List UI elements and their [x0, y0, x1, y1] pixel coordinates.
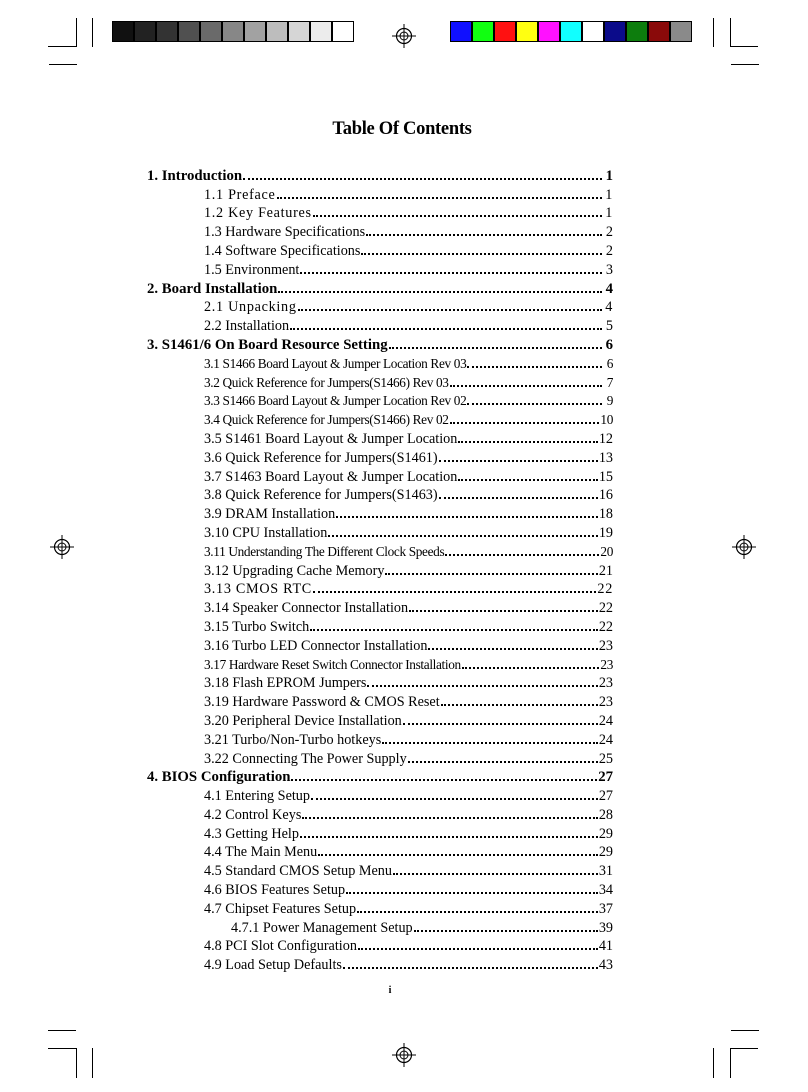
toc-entry[interactable] [147, 559, 613, 578]
toc-entry-page: 10 [600, 412, 613, 428]
toc-entry-page: 31 [598, 863, 613, 880]
dot-leader [366, 234, 602, 236]
toc-entry[interactable] [147, 672, 613, 691]
dot-leader [277, 197, 602, 199]
color-swatch [450, 21, 472, 42]
toc-entry-page: 24 [598, 731, 613, 748]
toc-entry[interactable] [147, 766, 613, 785]
dot-leader [328, 535, 597, 537]
dot-leader [393, 873, 598, 875]
toc-entry-label: 4.4 The Main Menu [204, 844, 318, 861]
toc-entry-label: 4.7 Chipset Features Setup [204, 900, 357, 917]
toc-entry-label: 3.14 Speaker Connector Installation [204, 600, 409, 617]
toc-entry-label: 3.16 Turbo LED Connector Installation [204, 637, 428, 654]
toc-entry[interactable] [147, 728, 613, 747]
toc-entry-label: 4.7.1 Power Management Setup [231, 919, 413, 936]
dot-leader [428, 648, 597, 650]
toc-entry[interactable] [147, 784, 613, 803]
toc-entry[interactable] [147, 333, 613, 352]
toc-entry-label: 3.9 DRAM Installation [204, 506, 336, 523]
toc-entry-label: 1.2 Key Features [204, 205, 312, 222]
grayscale-swatch [244, 21, 266, 42]
registration-mark-left [50, 535, 74, 559]
dot-leader [409, 610, 598, 612]
toc-entry[interactable] [147, 352, 613, 371]
toc-entry-page: 29 [598, 825, 613, 842]
toc-entry-label: 3.19 Hardware Password & CMOS Reset [204, 694, 440, 711]
color-swatch [626, 21, 648, 42]
toc-entry-label: 3.20 Peripheral Device Installation [204, 712, 402, 729]
toc-entry[interactable] [147, 484, 613, 503]
toc-entry-page: 15 [598, 468, 613, 485]
toc-entry-label: 1.5 Environment [204, 261, 300, 278]
color-swatch [516, 21, 538, 42]
toc-entry-label: 1. Introduction [147, 167, 243, 184]
toc-entry-label: 4. BIOS Configuration [147, 769, 291, 786]
grayscale-swatch [134, 21, 156, 42]
dot-leader [290, 328, 602, 330]
dot-leader [403, 723, 598, 725]
dot-leader [346, 892, 598, 894]
toc-entry[interactable] [147, 878, 613, 897]
color-swatch [648, 21, 670, 42]
color-swatch [582, 21, 604, 42]
page-number: i [388, 985, 392, 996]
toc-entry-page: 20 [600, 543, 613, 559]
toc-entry-label: 3.22 Connecting The Power Supply [204, 750, 407, 767]
toc-entry[interactable] [147, 578, 613, 597]
toc-entry-page: 29 [598, 844, 613, 861]
toc-entry-page: 5 [605, 318, 613, 335]
dot-leader [313, 215, 602, 217]
toc-entry[interactable] [147, 408, 613, 427]
registration-mark-top [392, 24, 416, 48]
toc-entry[interactable] [147, 897, 613, 916]
toc-entry-page: 1 [605, 205, 613, 222]
dot-leader [302, 817, 597, 819]
toc-entry[interactable] [147, 615, 613, 634]
dot-leader [300, 836, 598, 838]
toc-entry-label: 3.7 S1463 Board Layout & Jumper Location [204, 468, 458, 485]
toc-entry-page: 23 [598, 675, 613, 692]
toc-entry-label: 4.9 Load Setup Defaults [204, 957, 342, 974]
dot-leader [445, 554, 599, 556]
toc-entry-page: 13 [598, 449, 613, 466]
toc-entry[interactable] [147, 277, 613, 296]
toc-entry-page: 7 [606, 374, 613, 390]
toc-entry-page: 16 [598, 487, 613, 504]
dot-leader [361, 253, 602, 255]
toc-entry[interactable] [147, 446, 613, 465]
toc-entry[interactable] [147, 841, 613, 860]
dot-leader [243, 178, 602, 180]
toc-entry-page: 4 [605, 280, 613, 297]
toc-entry-label: 3.8 Quick Reference for Jumpers(S1463) [204, 487, 438, 504]
table-of-contents [147, 164, 613, 972]
toc-entry[interactable] [147, 202, 613, 221]
toc-entry[interactable] [147, 502, 613, 521]
toc-entry-page: 4 [605, 299, 613, 316]
toc-entry-label: 4.6 BIOS Features Setup [204, 882, 346, 899]
toc-entry-page: 1 [605, 186, 613, 203]
dot-leader [358, 948, 598, 950]
toc-entry[interactable] [147, 239, 613, 258]
toc-entry-label: 3.12 Upgrading Cache Memory [204, 562, 385, 579]
toc-entry-page: 2 [605, 224, 613, 241]
toc-entry-label: 2.1 Unpacking [204, 299, 297, 316]
toc-entry[interactable] [147, 390, 613, 409]
dot-leader [278, 291, 602, 293]
toc-entry-label: 3.3 S1466 Board Layout & Jumper Location Rev 02 [204, 393, 467, 409]
registration-mark-right [732, 535, 756, 559]
dot-leader [300, 272, 602, 274]
toc-entry[interactable] [147, 653, 613, 672]
dot-leader [414, 930, 598, 932]
dot-leader [310, 629, 598, 631]
toc-entry[interactable] [147, 709, 613, 728]
color-calibration-bar [450, 21, 692, 42]
grayscale-swatch [310, 21, 332, 42]
dot-leader [458, 479, 597, 481]
toc-entry[interactable] [147, 296, 613, 315]
toc-entry-page: 27 [598, 788, 613, 805]
toc-entry-page: 21 [598, 562, 613, 579]
toc-entry-page: 12 [598, 430, 613, 447]
toc-entry-label: 4.2 Control Keys [204, 806, 302, 823]
toc-entry-label: 3.1 S1466 Board Layout & Jumper Location Rev 03 [204, 355, 467, 371]
toc-entry-label: 3.17 Hardware Reset Switch Connector Installation [204, 656, 461, 672]
toc-entry-label: 3.10 CPU Installation [204, 524, 328, 541]
grayscale-swatch [288, 21, 310, 42]
toc-entry-label: 4.3 Getting Help [204, 825, 299, 842]
toc-entry-page: 22 [598, 618, 613, 635]
color-swatch [604, 21, 626, 42]
toc-entry[interactable] [147, 540, 613, 559]
toc-entry-page: 27 [598, 769, 613, 786]
toc-entry-label: 3. S1461/6 On Board Resource Setting [147, 336, 388, 353]
toc-entry-page: 9 [606, 393, 613, 409]
toc-entry[interactable] [147, 803, 613, 822]
color-swatch [494, 21, 516, 42]
toc-entry-label: 4.5 Standard CMOS Setup Menu [204, 863, 392, 880]
dot-leader [467, 403, 602, 405]
dot-leader [298, 309, 602, 311]
toc-entry[interactable] [147, 822, 613, 841]
toc-entry-page: 6 [605, 336, 613, 353]
dot-leader [389, 347, 602, 349]
toc-entry-label: 1.3 Hardware Specifications [204, 224, 366, 241]
color-swatch [538, 21, 560, 42]
toc-entry[interactable] [147, 371, 613, 390]
toc-entry-label: 3.21 Turbo/Non-Turbo hotkeys [204, 731, 382, 748]
toc-entry-page: 19 [598, 524, 613, 541]
grayscale-calibration-bar [112, 21, 354, 42]
toc-entry[interactable] [147, 521, 613, 540]
registration-mark-bottom [392, 1043, 416, 1067]
toc-entry-label: 3.6 Quick Reference for Jumpers(S1461) [204, 449, 438, 466]
toc-entry-label: 3.4 Quick Reference for Jumpers(S1466) Rev 02 [204, 412, 449, 428]
toc-entry-label: 3.5 S1461 Board Layout & Jumper Location [204, 430, 458, 447]
toc-entry-label: 2. Board Installation [147, 280, 278, 297]
toc-entry-page: 28 [598, 806, 613, 823]
toc-entry-page: 34 [598, 882, 613, 899]
toc-entry-label: 4.1 Entering Setup [204, 788, 310, 805]
dot-leader [367, 685, 597, 687]
dot-leader [336, 516, 598, 518]
toc-entry[interactable] [147, 220, 613, 239]
grayscale-swatch [156, 21, 178, 42]
dot-leader [318, 854, 598, 856]
toc-entry-page: 22 [597, 581, 613, 598]
dot-leader [458, 441, 597, 443]
toc-entry-page: 1 [605, 167, 613, 184]
dot-leader [439, 460, 598, 462]
dot-leader [311, 798, 598, 800]
dot-leader [450, 422, 600, 424]
toc-entry-page: 23 [598, 637, 613, 654]
dot-leader [462, 667, 600, 669]
toc-entry[interactable] [147, 859, 613, 878]
toc-entry[interactable] [147, 258, 613, 277]
dot-leader [291, 779, 597, 781]
toc-entry-page: 25 [598, 750, 613, 767]
toc-entry-page: 37 [598, 900, 613, 917]
toc-entry[interactable] [147, 427, 613, 446]
toc-entry[interactable] [147, 747, 613, 766]
toc-entry-page: 22 [598, 600, 613, 617]
toc-entry-page: 41 [598, 938, 613, 955]
toc-entry[interactable] [147, 634, 613, 653]
toc-entry[interactable] [147, 465, 613, 484]
toc-entry[interactable] [147, 596, 613, 615]
dot-leader [467, 366, 602, 368]
toc-entry-label: 3.13 CMOS RTC [204, 581, 312, 598]
dot-leader [408, 761, 598, 763]
grayscale-swatch [266, 21, 288, 42]
dot-leader [313, 591, 596, 593]
grayscale-swatch [200, 21, 222, 42]
toc-entry-page: 23 [598, 694, 613, 711]
dot-leader [343, 967, 598, 969]
toc-entry[interactable] [147, 314, 613, 333]
toc-entry-page: 24 [598, 712, 613, 729]
toc-entry-page: 2 [605, 242, 613, 259]
toc-entry-label: 3.18 Flash EPROM Jumpers [204, 675, 367, 692]
toc-entry[interactable] [147, 953, 613, 972]
color-swatch [472, 21, 494, 42]
page-title: Table Of Contents [332, 119, 472, 139]
toc-entry-page: 3 [605, 261, 613, 278]
dot-leader [385, 573, 597, 575]
toc-entry-page: 6 [606, 355, 613, 371]
toc-entry[interactable] [147, 164, 613, 183]
toc-entry[interactable] [147, 935, 613, 954]
toc-entry-label: 3.2 Quick Reference for Jumpers(S1466) Rev 03 [204, 374, 449, 390]
toc-entry-label: 3.15 Turbo Switch [204, 618, 310, 635]
dot-leader [382, 742, 598, 744]
toc-entry-label: 3.11 Understanding The Different Clock Speeds [204, 543, 445, 559]
toc-entry[interactable] [147, 690, 613, 709]
toc-entry-label: 4.8 PCI Slot Configuration [204, 938, 357, 955]
toc-entry-label: 2.2 Installation [204, 318, 290, 335]
color-swatch [670, 21, 692, 42]
dot-leader [357, 911, 598, 913]
toc-entry[interactable] [147, 916, 613, 935]
grayscale-swatch [332, 21, 354, 42]
toc-entry[interactable] [147, 183, 613, 202]
dot-leader [441, 704, 598, 706]
toc-entry-page: 39 [598, 919, 613, 936]
dot-leader [439, 497, 598, 499]
toc-entry-page: 43 [598, 957, 613, 974]
color-swatch [560, 21, 582, 42]
toc-entry-label: 1.4 Software Specifications [204, 242, 361, 259]
toc-entry-label: 1.1 Preface [204, 186, 276, 203]
toc-entry-page: 23 [600, 656, 613, 672]
grayscale-swatch [178, 21, 200, 42]
toc-entry-page: 18 [598, 506, 613, 523]
dot-leader [450, 385, 602, 387]
grayscale-swatch [112, 21, 134, 42]
grayscale-swatch [222, 21, 244, 42]
